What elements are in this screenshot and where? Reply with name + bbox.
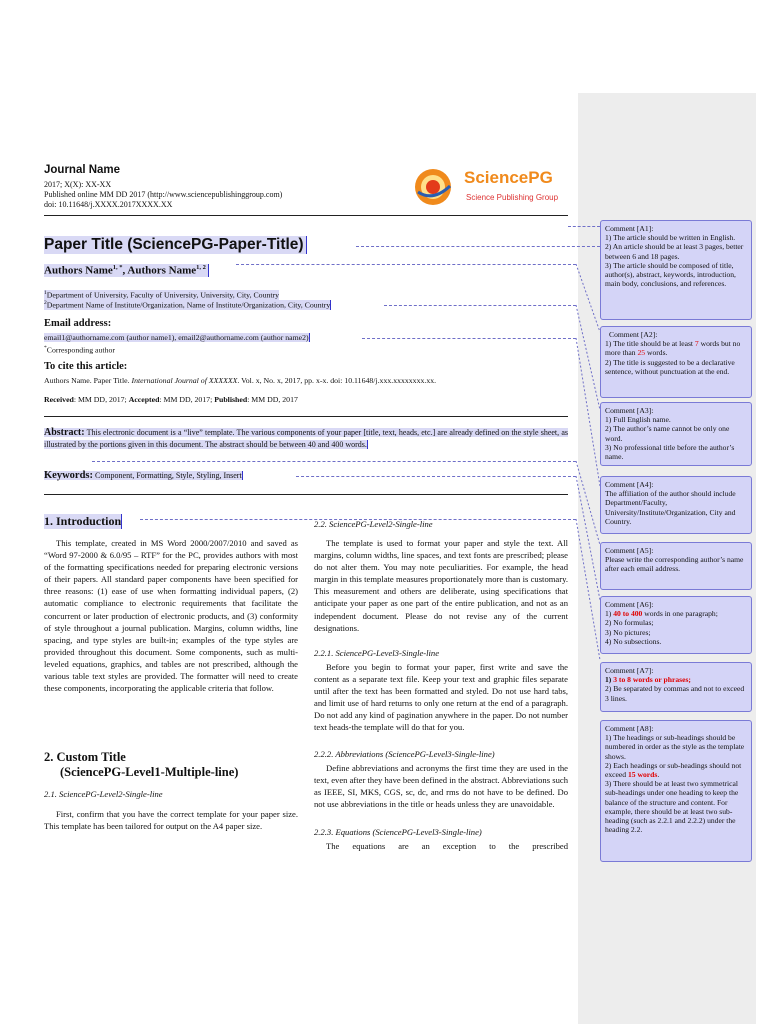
comment-a5[interactable] — [600, 542, 752, 590]
header-line-2: Published online MM DD 2017 (http://www.sciencepublishinggroup.com) — [44, 190, 283, 199]
comment-a3-label: Comment [A3]: — [605, 406, 654, 415]
comment-a6-line-4: 4) No subsections. — [605, 636, 662, 646]
comment-a7-label: Comment [A7]: — [605, 666, 654, 675]
comment-a6-line-1: 1) 40 to 400 words in one paragraph; — [605, 609, 718, 619]
comment-a3-line-1: 1) Full English name. — [605, 415, 671, 425]
comment-connector-a1 — [568, 226, 600, 227]
header-line-1: 2017; X(X): XX-XX — [44, 180, 112, 189]
received-value: : MM DD, 2017; — [73, 395, 129, 404]
comment-a7[interactable] — [600, 662, 752, 712]
heading-2-2-2: 2.2.2. Abbreviations (SciencePG-Level3-Single-line) — [314, 749, 495, 759]
abstract-text: This electronic document is a “live” template. The various components of your paper [title, text, heads, etc.] are already defined on the style sheet, as illustrated by the portions given in this document. The abstract should be between 40 and 400 words. — [44, 428, 568, 449]
comment-a6-label: Comment [A6]: — [605, 600, 654, 609]
comment-connector-a6 — [92, 461, 576, 462]
corresponding-author — [44, 345, 115, 355]
received-label: Received — [44, 395, 74, 404]
logo-name: SciencePG — [464, 168, 553, 187]
author-2: , Authors Name — [122, 264, 197, 277]
comment-connector-a2 — [356, 246, 600, 247]
cite-heading: To cite this article: — [44, 361, 128, 372]
accepted-value: : MM DD, 2017; — [159, 395, 215, 404]
affiliation-2-sup: 2 — [44, 300, 47, 306]
cite-post: . Vol. x, No. x, 2017, pp. x-x. doi: 10.11648/j.xxx.xxxxxxxx.xx. — [237, 376, 437, 385]
paragraph-2-2-1: Before you begin to format your paper, first write and save the content as a separate text file. Keep your text and graphic files separate until after the text has been formatted and styled. Do not use hard tabs, and limit use of hard returns to only one return at the end of a paragraph. Do not add any kind of pagination anywhere in the paper. Do not number text heads-the template will do that for you. — [314, 662, 568, 733]
comment-connector-a3 — [236, 264, 576, 265]
comment-a3[interactable] — [600, 402, 752, 466]
comment-a1-line-3: 3) The article should be composed of title, author(s), abstract, keywords, introduction, main body, conclusions, and references. — [605, 260, 736, 289]
authors-line — [44, 264, 209, 277]
published-value: : MM DD, 2017 — [247, 395, 298, 404]
comment-a5-line-1: Please write the corresponding author’s name after each email address. — [605, 555, 744, 574]
comment-a3-line-3: 3) No professional title before the author’s name. — [605, 442, 735, 462]
comment-a3-line-2: 2) The author’s name cannot be only one word. — [605, 424, 730, 443]
intro-heading: 1. Introduction — [44, 514, 122, 528]
comment-a4[interactable] — [600, 476, 752, 534]
heading-2-2: 2.2. SciencePG-Level2-Single-line — [314, 519, 433, 529]
keywords — [44, 470, 243, 481]
journal-name: Journal Name — [44, 164, 121, 176]
heading-2-2-1: 2.2.1. SciencePG-Level3-Single-line — [314, 648, 440, 658]
abstract — [44, 427, 568, 451]
comment-a1-line-2: 2) An article should be at least 3 pages, better between 6 and 18 pages. — [605, 242, 744, 261]
affiliation-2-text: Department Name of Institute/Organization, Name of Institute/Organization, City, Country — [46, 300, 331, 310]
comment-a1-line-1: 1) The article should be written in English. — [605, 233, 736, 243]
comment-a4-label: Comment [A4]: — [605, 480, 654, 489]
intro-paragraph: This template, created in MS Word 2000/2007/2010 and saved as “Word 97-2000 & 6.0/95 – RTF” for the PC, provides authors with most of the formatting specifications needed for preparing electronic versions of their papers. All standard paper components have been specified for three reasons: (1) ease of use when formatting individual papers, (2) automatic compliance to electronic requirements that facilitate the concurrent or later production of electronic products, and (3) conformity of style throughout a journal publication. Margins, column widths, line spacing, and type styles are built-in; examples of the type styles are provided throughout this document. Some components, such as multi-leveled equations, graphics, and tables are not prescribed, although the various table text styles are provided. The formatter will need to create these components, incorporating the applicable criteria that follow. — [44, 538, 298, 694]
custom-title-heading — [44, 750, 238, 780]
custom-title-line-1: 2. Custom Title — [44, 750, 126, 764]
keywords-label: Keywords: — [44, 470, 93, 481]
comment-a1[interactable] — [600, 220, 752, 320]
cite-pre: Authors Name. Paper Title. — [44, 376, 132, 385]
affiliation-1-text: Department of University, Faculty of University, University, City, Country — [46, 290, 280, 300]
email-line: email1@authorname.com (author name1), email2@authorname.com (author name2) — [44, 333, 309, 342]
logo-subtitle: Science Publishing Group — [466, 193, 559, 202]
dates-line — [44, 395, 298, 404]
affiliation-1-sup: 1 — [44, 290, 47, 296]
paragraph-2-2-3: The equations are an exception to the prescribed — [326, 841, 568, 851]
cite-text — [44, 376, 436, 385]
comment-a8[interactable] — [600, 720, 752, 862]
affiliation-1 — [44, 290, 279, 300]
comment-a7-line-2: 2) Be separated by commas and not to exceed 3 lines. — [605, 684, 745, 703]
abstract-label: Abstract: — [44, 427, 85, 438]
author-1-sup: 1, * — [112, 264, 123, 271]
cite-journal: International Journal of XXXXXX — [131, 376, 238, 385]
custom-title-line-2: (SciencePG-Level1-Multiple-line) — [60, 765, 239, 779]
sciencepg-logo — [412, 166, 567, 210]
comment-a8-line-3: 3) There should be at least two symmetrical sub-headings under one heading to keep the balance of the structure and content. For example, there should be at least two sub-heading (such as 2.2.1 and 2.2.2) under the heading 2.2. — [605, 779, 739, 835]
comment-a8-line-1: 1) The headings or sub-headings should be numbered in order as the style as the template shows. — [605, 733, 745, 761]
comment-a1-label: Comment [A1]: — [605, 224, 654, 233]
comment-a6[interactable] — [600, 596, 752, 654]
header-line-3: doi: 10.11648/j.XXXX.2017XXXX.XX — [44, 200, 173, 209]
comment-a2-line-1: 1) The title should be at least 7 words but no more than 25 words. — [605, 339, 741, 358]
heading-2-2-3: 2.2.3. Equations (SciencePG-Level3-Single-line) — [314, 827, 482, 837]
affiliation-2 — [44, 300, 331, 310]
corresponding-mark: * — [44, 345, 47, 351]
comment-a2-line-2: 2) The title is suggested to be a declarative sentence, without punctuation at the end. — [605, 357, 735, 376]
comment-connector-a7 — [296, 476, 576, 477]
accepted-label: Accepted — [128, 395, 160, 404]
sciencepg-logo-icon — [412, 166, 456, 208]
comment-connector-a4 — [384, 305, 576, 306]
comment-a8-line-2: 2) Each headings or sub-headings should not exceed 15 words. — [605, 760, 742, 780]
published-label: Published — [214, 395, 248, 404]
paragraph-2-2-2: Define abbreviations and acronyms the first time they are used in the text, even after they have been defined in the abstract. Abbreviations such as IEEE, SI, MKS, CGS, sc, dc, and rms do not have to be defined. Do not use abbreviations in the title or heads unless they are unavoidable. — [314, 763, 568, 810]
comment-a2-label: Comment [A2]: — [609, 330, 658, 339]
author-1: Authors Name — [44, 264, 113, 277]
abstract-top-rule — [44, 416, 568, 417]
comment-a6-line-2: 2) No formulas; — [605, 618, 654, 628]
paragraph-2-2: The template is used to format your paper and style the text. All margins, column widths, line spaces, and text fonts are prescribed; please do not alter them. You may note peculiarities. For example, the head margin in this template measures proportionately more than is customary. This measurement and others are deliberate, using specifications that anticipate your paper as one part of the entire publication, and not as an independent document. Please do not revise any of the current designations. — [314, 538, 568, 633]
comment-connector-a5 — [362, 338, 576, 339]
email-heading: Email address: — [44, 318, 112, 329]
author-2-sup: 1, 2 — [196, 264, 206, 271]
heading-2-1: 2.1. SciencePG-Level2-Single-line — [44, 789, 163, 799]
comment-a2[interactable] — [600, 326, 752, 398]
comment-a6-line-3: 3) No pictures; — [605, 627, 651, 637]
comment-a4-line-1: The affiliation of the author should include Department/Faculty, University/Institute/Organization, City and Country. — [605, 489, 736, 526]
abstract-bottom-rule — [44, 494, 568, 495]
keywords-text: Component, Formatting, Style, Styling, Insert — [93, 471, 242, 480]
paragraph-2-1: First, confirm that you have the correct template for your paper size. This template has been tailored for output on the A4 paper size. — [44, 809, 298, 832]
header-rule — [44, 215, 568, 216]
corresponding-text: Corresponding author — [46, 345, 115, 355]
comment-a7-line-1: 1) 3 to 8 words or phrases; — [605, 675, 691, 685]
paper-title: Paper Title (SciencePG-Paper-Title) — [44, 236, 307, 254]
comment-a8-label: Comment [A8]: — [605, 724, 654, 733]
comment-a5-label: Comment [A5]: — [605, 546, 654, 555]
comment-connector-a8 — [140, 519, 576, 520]
